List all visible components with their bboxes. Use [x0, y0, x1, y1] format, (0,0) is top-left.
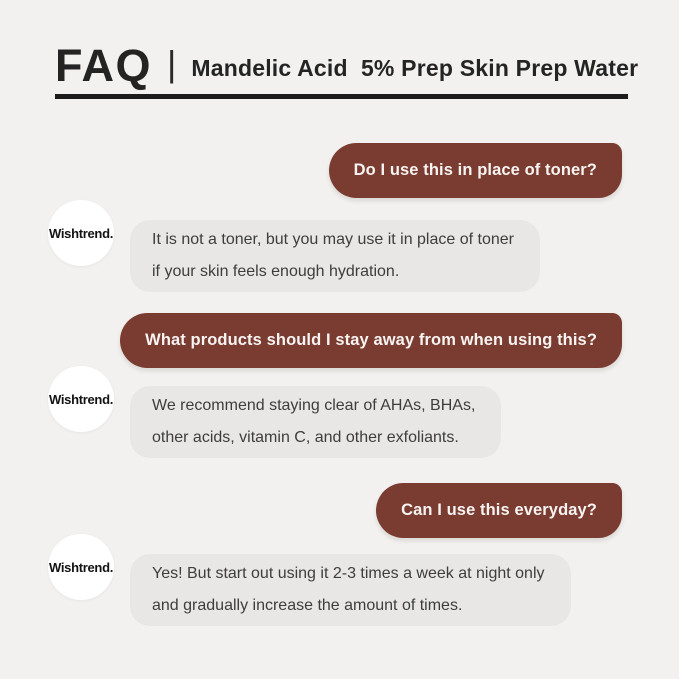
answer-bubble-3	[130, 554, 571, 626]
answer-line: if your skin feels enough hydration.	[152, 263, 400, 280]
answer-bubble-2	[130, 386, 501, 458]
header-divider: |	[167, 43, 177, 84]
faq-title: FAQ	[55, 40, 153, 91]
answer-line: We recommend staying clear of AHAs, BHAs,	[152, 397, 476, 414]
question-row-3	[0, 483, 679, 538]
product-title: Mandelic Acid 5% Prep Skin Prep Water	[191, 54, 639, 81]
answer-line: It is not a toner, but you may use it in place of toner	[152, 231, 514, 248]
brand-avatar-label: Wishtrend.	[48, 391, 114, 407]
question-row-2	[0, 313, 679, 368]
brand-avatar	[48, 534, 114, 600]
question-bubble-2: What products should I stay away from when using this?	[120, 313, 622, 368]
answer-line: Yes! But start out using it 2-3 times a week at night only	[152, 565, 545, 582]
header-row	[55, 40, 639, 91]
header-rule	[55, 94, 628, 99]
brand-avatar	[48, 200, 114, 266]
brand-avatar	[48, 366, 114, 432]
answer-row-1	[0, 220, 679, 292]
question-row-1	[0, 143, 679, 198]
brand-avatar-label: Wishtrend.	[48, 559, 114, 575]
answer-row-2	[0, 386, 679, 458]
answer-row-3	[0, 554, 679, 626]
answer-line: other acids, vitamin C, and other exfoliants.	[152, 429, 459, 446]
answer-bubble-1	[130, 220, 540, 292]
question-bubble-3: Can I use this everyday?	[376, 483, 622, 538]
faq-header	[0, 0, 679, 99]
question-bubble-1: Do I use this in place of toner?	[329, 143, 622, 198]
brand-avatar-label: Wishtrend.	[48, 225, 114, 241]
answer-line: and gradually increase the amount of times.	[152, 597, 463, 614]
